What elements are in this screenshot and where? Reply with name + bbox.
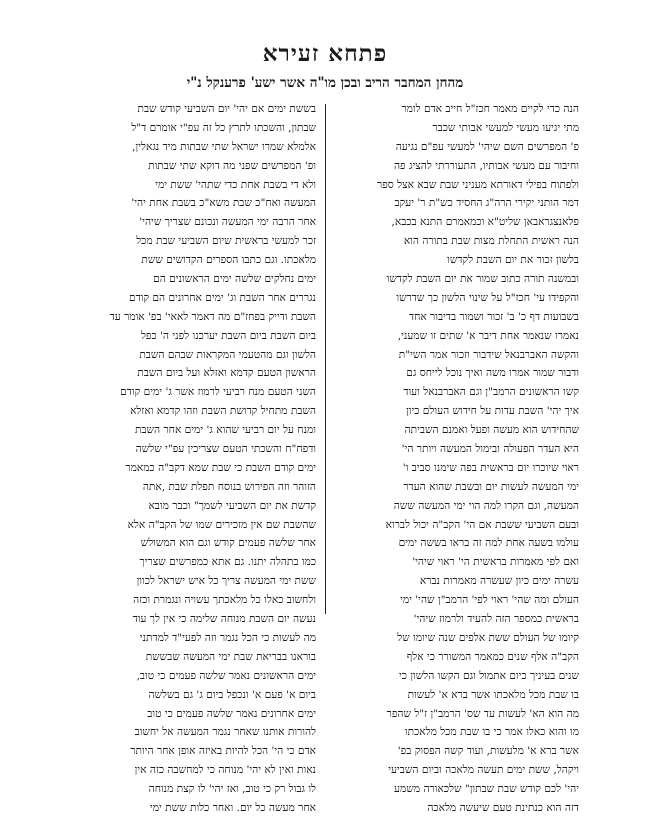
text-line: שהחידוש הוא מעשה ופעל ואמנם השביתה [404,424,579,437]
text-line: ביום השבת ביום השבת יערכנו לפני ה' כפל [140,329,316,342]
text-line: ביום א' פעם א' ונכפל ביום ג' גם בשלשה [148,688,316,701]
text-line: העולם ומה שהי' ראוי לפי' הרמב"ן שהי' ימי [400,594,579,607]
right-text-column [331,100,579,814]
text-line: המעשה ואח"כ שבת משא"כ בשבת אחת יהי' [131,197,316,210]
text-line: מה לעשות כי הכל נגמר וזה לפעי"ד למדתני [139,631,316,644]
text-line: הנה כדי לקיים מאמר חכז"ל חייב אדם לומר [401,103,579,115]
text-line: שנים בעיניך כיום אתמול וגם הקשו הלשון כי [399,669,579,682]
text-line: עולמו בשעה אחת למה זה בראו בששה ימים [398,537,579,550]
text-line: בו שבת מכל מלאכתו אשר ברא א' לעשות [407,688,579,701]
text-line: ופ' המפרשים שפני מה דוקא שתי שבתות [148,159,316,172]
text-line: מו והוא כאלו אמר כי בו שבת מכל מלאכתו [404,726,579,739]
text-line: היא העדר הפעולה ובימול המעשה ויותר הי' [401,443,579,456]
text-line: ימים הראשונים נאמר שלשה פעמים כי טוב, [136,669,316,682]
text-line: הראשון הטעם קדמא ואזלא ועל ביום השבת [137,367,316,380]
text-line: ואם לפי מאמרות בראשית הי' ראוי שיהי' [412,556,579,569]
text-line: נעשה יום השבת מנוחה שלימה כי אין לך עוד [132,613,316,626]
text-line: ימים אחרונים נאמר שלשה פעמים כי טוב [147,707,316,720]
text-line: אשר ברא א' מלעשות, ועוד קשה הפסוק בפ' [397,745,579,758]
text-line: ולא די בשבת אחת כדי שתהי' ששת ימי [155,178,316,191]
text-line: בוראנו בבריאת שבת ימי המעשה שבששת [145,650,316,663]
text-line: שבתון, והשכתו לתרץ כל זה עפ"י אומרם ד"ל [131,121,316,134]
text-line: מלאכתו. וגם כתבו הספרים הקדושים ששת [141,254,316,267]
text-line: ראוי שיוכרו יום בראשית בפה שימנו סביב ו' [402,461,579,474]
column-divider [325,104,326,614]
text-line: קשו הראשונים הרמב"ן וגם האברבנאל ועוד [403,386,579,399]
text-line: נגררים אחר השבת וג' ימים אחרונים הם קודם [128,291,316,304]
text-line: השבת מתחיל קדושת השבת וזהו קדמא ואזלא [130,405,316,418]
text-line: לו גבול רק כי טוב, ואז יהי' לו קצת מנוחה [148,783,316,796]
text-line: ולחשוב כאלו כל מלאכתך עשויה ונגמרת וכזה [133,594,316,607]
text-line: הלשון וגם מהטעמי המקראות שבהם השבת [139,348,316,361]
text-line: בלשון זכור את יום השבת לקדשו [447,254,579,267]
text-line: ולפתוח בפילי דאורתא מעניני שבת שבא אצל ספר [377,178,579,191]
text-line: והקפידו עי' חכז"ל על שינוי הלשון כך שדרשו [396,291,579,304]
text-line: ובמשנה תורה כתוב שמור את יום השבת לקדשו [386,273,579,286]
text-line: ובעם השביעי ששבת אם הי' הקב"ה יכול לברוא [385,518,579,531]
text-line: אדם כי הי' הכל להיות באיזה אופן אחר היותר [130,745,316,758]
text-line: נאות ואין לא יהי' מנוחה כי למחשבה כזה אין [134,764,316,777]
text-line: וחיבור עם מעשי אבותיו, התעוררתי להציג פה [393,159,579,172]
text-line: בששת ימים אם יהי' יום השביעי קודש שבת [137,103,316,115]
text-line: בראשית כמספר הזה להעיד ולרמוז שיהי' [413,613,579,626]
text-line: אחר מעשה כל יום. ואחר כלות ששת ימי [149,801,316,814]
text-line: השני הטעם מנח רביעי לרמוז אשר ג' ימים קודם [120,386,316,399]
text-line: פ' המפרשים השם שיהי' למעשי עפ"ם נגיעה [395,140,579,153]
text-line: דמר הותני יקירי הרה"ג החסיד כש"ת ר' יעקב [394,197,579,210]
text-line: והקשה האברבנאל שידבור וזכור אמר השי"ת [398,348,579,361]
text-line: בשבועות דף כ' ב' זכור ושמור בדיבור אחד [408,310,579,323]
text-line: ודבור שמור אמרו משה ואיך נוכל לייחס גם [406,367,579,380]
text-line: יהי' לכם קודש שבת שבתון" שלכאורה משמע [394,783,579,796]
text-line: אחר הרבה ימי המעשה ונכונם שצריך שיהי' [139,216,316,229]
text-line: ששת ימי המעשה צריך כל איש ישראל לכוון [136,575,316,588]
text-line: הנה ראשית התחלת מצות שבת בתורה הוא [403,235,579,248]
text-line: ויקהל, ששת ימים תעשה מלאכה וביום השביעי [388,764,579,777]
text-line: אלמלא שמרו ישראל שתי שבתות מיד נגאלין, [132,140,316,153]
page-subtitle: מהחן המחבר הריב ובכן מו"ה אשר ישע' פרענקל נ"י [186,75,464,91]
text-line: הקב"ה אלף שנים כמאמר המשורר כי אלף [406,650,579,663]
text-line: מה הוא הא' לעשות עד שס' הרמב"ן ז"ל שהפר [386,707,579,720]
text-line: אחר שלשה פעמים קודש וגם הוא המשולש [140,537,316,550]
text-line: דזה הוא כנתינת טעם שיעשה מלאכה [427,801,579,814]
text-line: פלאנצגראבאן שליט"א וכמאמרם התנא בכבא, [391,216,579,229]
text-line: נאמרו שנאמר אחת דיבר א' שתים זו שמעני, [397,329,579,342]
text-line: קדשת את יום השביעי לשמך" וכבר מובא [148,499,316,512]
text-line: להורות אותנו שאחר נגמר המעשה אל יחשוב [134,726,316,739]
text-line: זכר למעשי בראשית שיום השביעי שבת מכל [136,235,316,248]
page-title: פתחא זעירא [262,40,388,67]
text-line: הזוהר וזה הפירוש בנוסח תפלת שבת ,אתה [142,480,316,493]
text-line: שהשבת שם אין מזכירים שמו של הקב"ה אלא [127,518,316,531]
text-line: עשרה ימים כיון שעשרה מאמרות נברא [419,575,579,588]
text-line: מתי יגיעו מעשי למעשי אבותי שכבר [432,121,579,134]
text-line: ודפח"ח והשכתי הטעם שצריכין עפ"י שלשה [135,443,316,456]
text-line: כמו בתהלה יתנו. גם אתא כמפרשים שצריך [139,556,316,569]
text-line: השבת ודייק בפחז"ם מה דאמר לאאי' בפ' אומר עד [109,310,316,323]
left-text-column [68,100,316,814]
text-line: המעשה, וגם הקרו למה הוי ימי המעשה ששה [393,499,579,512]
text-line: ימים נחלקים שלשה ימים הראשונים הם [153,273,316,286]
text-line: ימים קודם השבת כי שבת שמא דקב"ה כמאמר [125,461,316,474]
text-line: איך יהי' השבת עדות על חידוש העולם כיון [406,405,579,418]
text-line: ומנח על יום רביעי שהוא ג' ימים אחר השבת [134,424,316,437]
text-line: ימי המעשה לעשות יום ובשבת שהוא העדר [403,480,579,493]
text-line: קיומו של העולם ששת אלפים שנה שיומו של [397,631,579,644]
